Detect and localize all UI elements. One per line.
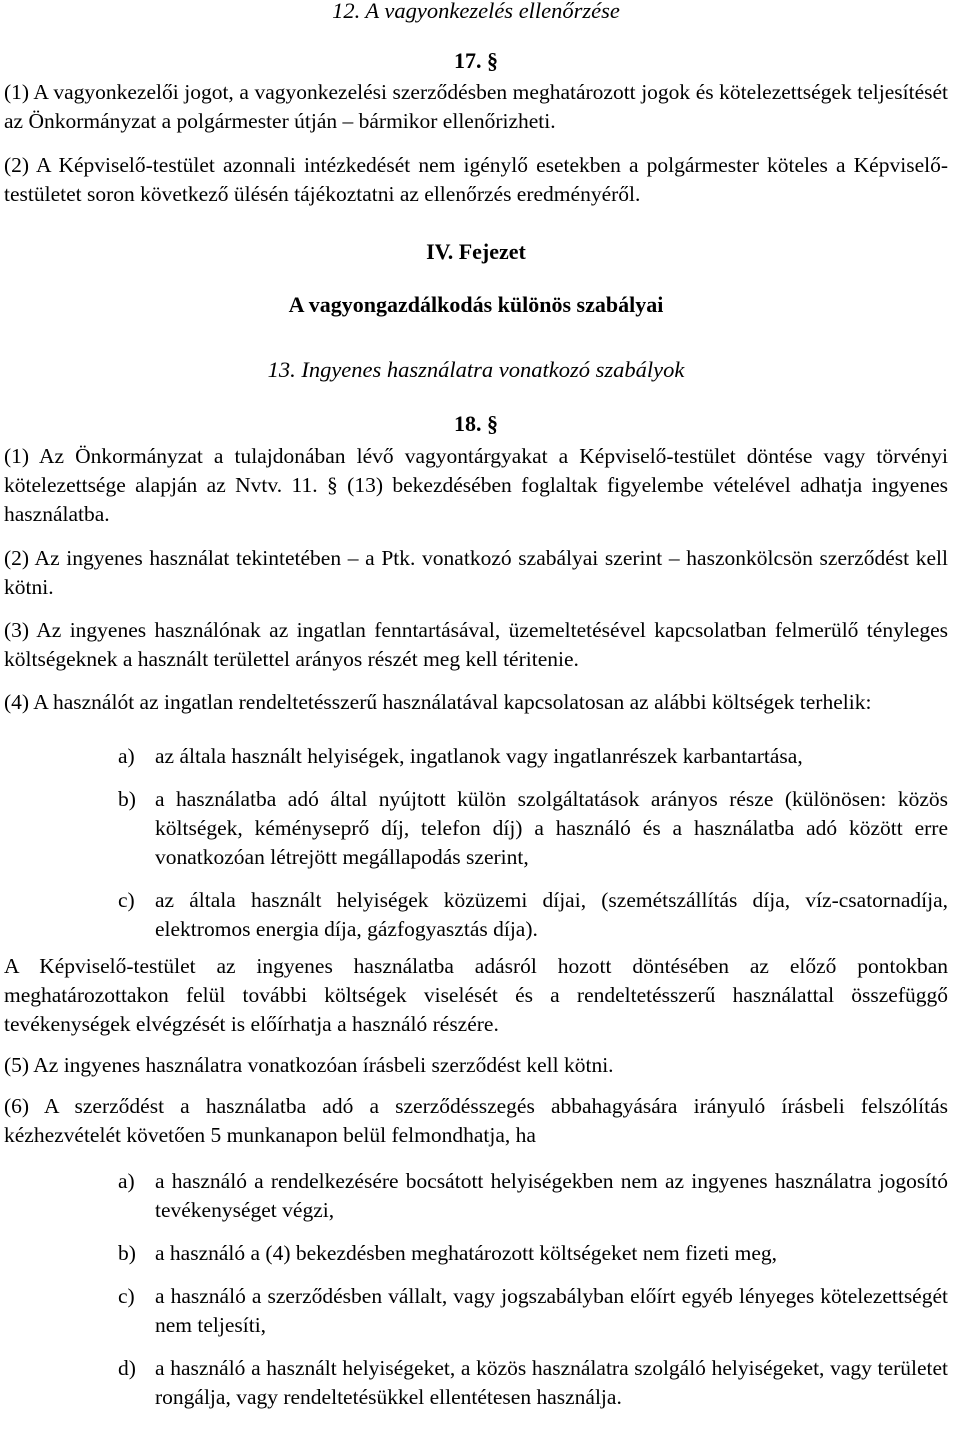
chapter-title: A vagyongazdálkodás különös szabályai — [288, 292, 664, 317]
list-item — [118, 785, 948, 872]
list-item — [118, 1354, 948, 1412]
section-12-paragraph-2: (2) A Képviselő-testület azonnali intézkedését nem igénylő esetekben a polgármester köteles a Képviselő-testületet soron következő ülésén tájékoztatni az ellenőrzés eredményéről. — [4, 153, 948, 206]
list-item-marker: d) — [118, 1356, 136, 1380]
list-item-marker: c) — [118, 888, 135, 912]
list-item-marker: a) — [118, 744, 135, 768]
list-item-marker: b) — [118, 1241, 136, 1265]
list-item-text: a használó a (4) bekezdésben meghatározott költségeket nem fizeti meg, — [155, 1241, 778, 1265]
section-13-paragraph-5: (5) Az ingyenes használatra vonatkozóan írásbeli szerződést kell kötni. — [4, 1053, 614, 1077]
section-13-paragraph-1: (1) Az Önkormányzat a tulajdonában lévő vagyontárgyakat a Képviselő-testület döntése vagy törvényi kötelezettsége alapján az Nvtv. 11. § (13) bekezdésében foglaltak figyelembe vételével adhatja ingyenes használatba. — [4, 444, 948, 526]
list-item — [118, 1239, 948, 1268]
list-item — [118, 1167, 948, 1225]
paragraph-18-number: 18. § — [454, 411, 498, 436]
list-item-text: az általa használt helyiségek közüzemi díjai, (szemétszállítás díja, víz-csatornadíja, elektromos energia díja, gázfogyasztás díja). — [155, 888, 948, 941]
list-item-marker: a) — [118, 1169, 135, 1193]
section-13-paragraph-4-intro: (4) A használót az ingatlan rendeltetésszerű használatával kapcsolatosan az alábbi költségek terhelik: — [4, 690, 872, 714]
list-item — [118, 1282, 948, 1340]
section-13-paragraph-2: (2) Az ingyenes használat tekintetében – a Ptk. vonatkozó szabályai szerint – haszonkölcsön szerződést kell kötni. — [4, 546, 948, 599]
list-item — [118, 742, 948, 771]
section-13-paragraph-3: (3) Az ingyenes használónak az ingatlan fenntartásával, üzemeltetésével kapcsolatban felmerülő tényleges költségeknek a használt területtel arányos részét meg kell téritenie. — [4, 618, 948, 671]
paragraph-6-termination-list — [4, 1167, 948, 1412]
list-item-text: a használó a rendelkezésére bocsátott helyiségekben nem az ingyenes használatra jogosító tevékenységet végzi, — [155, 1169, 948, 1222]
list-item-text: a használó a szerződésben vállalt, vagy jogszabályban előírt egyéb lényeges kötelezettségét nem teljesíti, — [155, 1284, 948, 1337]
list-item-marker: c) — [118, 1284, 135, 1308]
list-item-text: a használó a használt helyiségeket, a közös használatra szolgáló helyiségeket, vagy területet rongálja, vagy rendeltetésükkel ellentétesen használja. — [155, 1356, 948, 1409]
section-12-paragraph-1: (1) A vagyonkezelői jogot, a vagyonkezelési szerződésben meghatározott jogok és kötelezettségek teljesítését az Önkormányzat a polgármester útján – bármikor ellenőrizheti. — [4, 80, 948, 133]
list-item-marker: b) — [118, 787, 136, 811]
section-12-title: 12. A vagyonkezelés ellenőrzése — [332, 0, 620, 23]
paragraph-4-cost-list — [4, 742, 948, 944]
section-13-paragraph-4-after: A Képviselő-testület az ingyenes használatba adásról hozott döntésében az előző pontokban meghatározottakon felül további költségek viselését és a rendeltetésszerű használattal összefüggő tevékenységek elvégzését is előírhatja a használó részére. — [4, 954, 948, 1036]
paragraph-17-number: 17. § — [454, 48, 498, 73]
section-13-paragraph-6-intro: (6) A szerződést a használatba adó a szerződésszegés abbahagyására irányuló írásbeli felszólítás kézhezvételét követően 5 munkanapon belül felmondhatja, ha — [4, 1094, 948, 1147]
list-item-text: az általa használt helyiségek, ingatlanok vagy ingatlanrészek karbantartása, — [155, 744, 803, 768]
list-item-text: a használatba adó által nyújtott külön szolgáltatások arányos része (különösen: közös költségek, kéményseprő díj, telefon díj) a használó és a használatba adó között erre vonatkozóan létrejött megállapodás szerint, — [155, 787, 948, 869]
list-item — [118, 886, 948, 944]
section-13-title: 13. Ingyenes használatra vonatkozó szabályok — [267, 357, 685, 382]
chapter-number: IV. Fejezet — [426, 239, 526, 264]
